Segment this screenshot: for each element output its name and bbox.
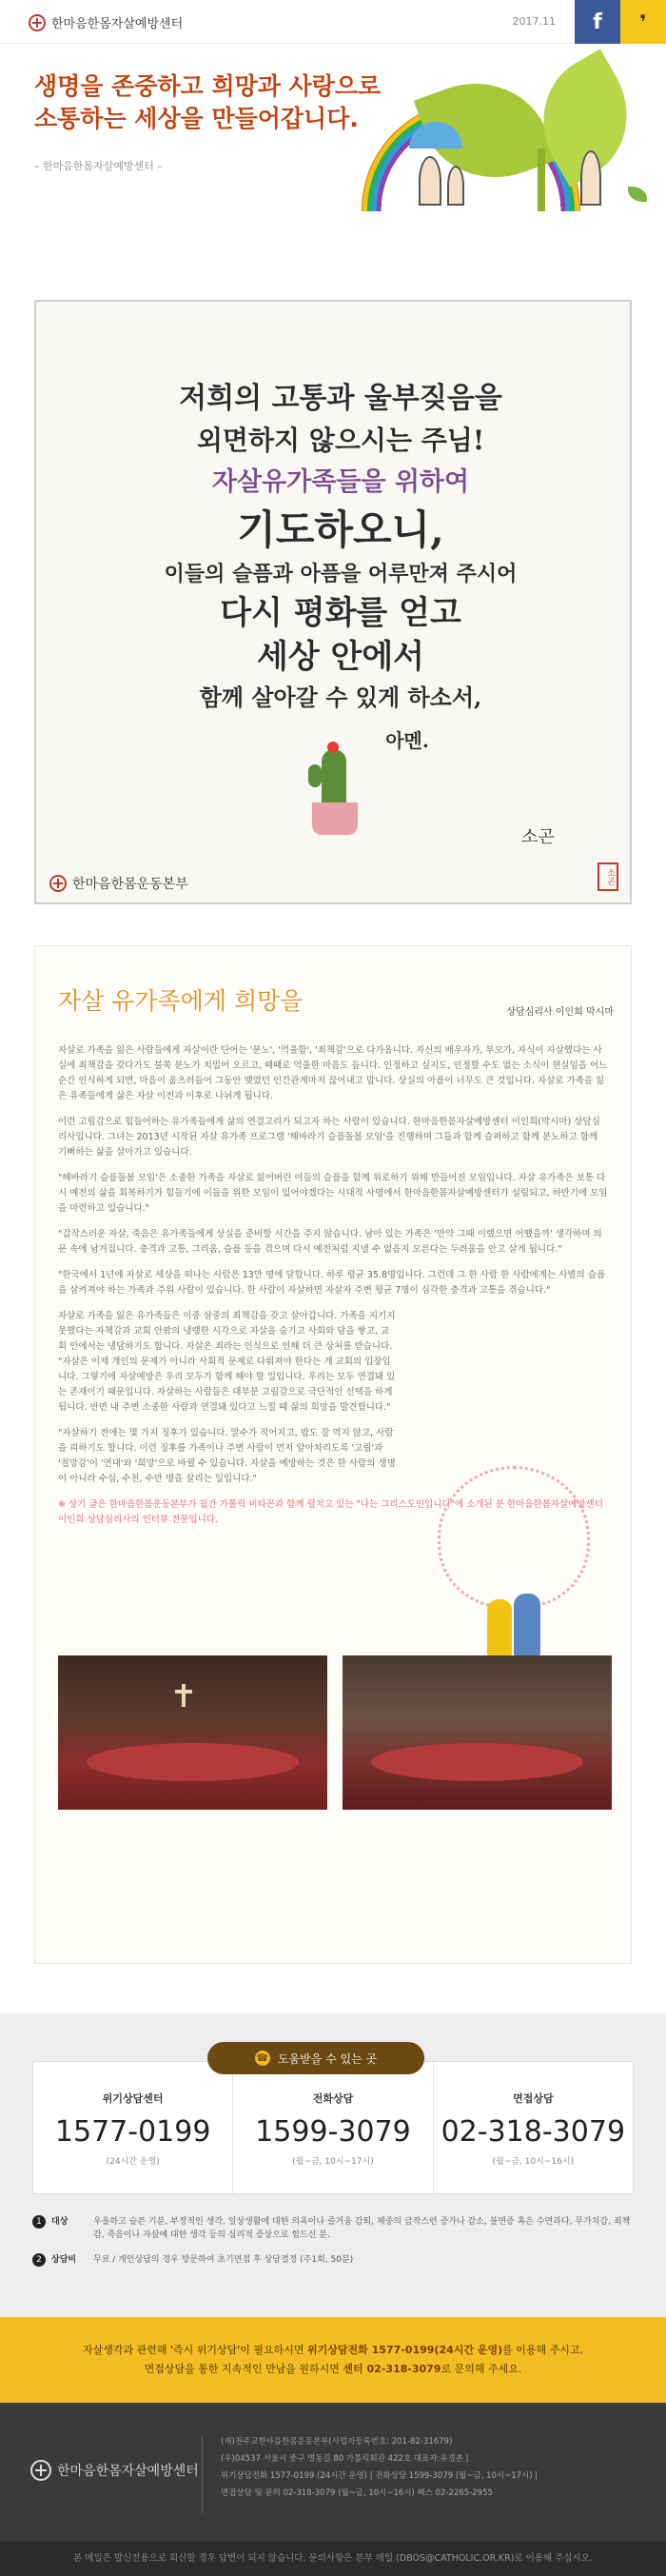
calligraphy-line: 외면하지 않으시는 주님! <box>196 425 485 456</box>
hero-banner <box>0 44 666 211</box>
banner-line <box>0 2341 666 2360</box>
banner-text: 면접상담을 통한 지속적인 만남을 원하시면 <box>144 2363 343 2375</box>
calligraphy-line: 저희의 고통과 울부짖음을 <box>179 382 502 415</box>
banner-highlight[interactable]: 위기상담전화 1577-0199(24시간 운영) <box>307 2344 503 2356</box>
article-author: 상담심리사 이인희 막시마 <box>506 1007 614 1018</box>
contact-box-interview[interactable] <box>434 2062 633 2193</box>
calligraphy-text <box>141 378 540 764</box>
top-bar <box>0 0 666 44</box>
cross-circle-icon <box>30 2460 51 2481</box>
counseling-room-photos <box>58 1655 612 1810</box>
crisis-banner <box>0 2317 666 2403</box>
banner-text: 자살생각과 관련해 '즉시 위기상담'이 필요하시면 <box>82 2344 308 2356</box>
footer-info-line: 면접상담 및 문의 02-318-3079 (월~금, 10시~16시) 팩스 02-2265-2955 <box>221 2488 493 2498</box>
cactus-illustration <box>308 764 322 787</box>
help-details <box>32 2215 634 2278</box>
contact-number[interactable]: 02-318-3079 <box>441 2115 626 2149</box>
child-illustration <box>447 166 464 206</box>
footer-info-line: (재)천주교한마음한몸운동본부(사업자등록번호: 201-82-31679) <box>221 2437 453 2447</box>
article-paragraph: "갑작스러운 자살, 죽음은 유가족들에게 상실을 준비할 시간을 주지 않습니다. 남아 있는 가족은 '만약 그때 이랬으면 어땠을까' 생각하며 의문 속에 남겨집니다. 충격과 고통, 그리움, 슬픔 등을 겪으며 다시 예전처럼 지낼 수 없음지 모른다는 두려움을 안고 살게 됩니다." <box>58 1229 602 1255</box>
movement-logo-text: 한마음한몸운동본부 <box>72 877 188 892</box>
heart-wreath-illustration <box>438 1466 590 1609</box>
contact-title: 면접상담 <box>513 2092 554 2105</box>
article <box>34 945 632 1964</box>
number-badge: 1 <box>32 2215 46 2229</box>
article-paragraph: 이런 고립감으로 힘들어하는 유가족들에게 삶의 연결고리가 되고자 하는 사람이 있습니다. 한마음한몸자살예방센터 이인희(막시마) 상담심리사입니다. 그녀는 2013년 시작된 자살 유가족 프로그램 '해바라기 슬픔돌봄 모임'을 진행하며 그들과 함께 슬퍼하고 함께 분노하고 함께 기뻐하는 삶을 살아가고 있습니다. <box>58 1117 600 1158</box>
kakaostory-share-button[interactable] <box>620 0 666 44</box>
contact-hours: (24시간 운영) <box>106 2157 160 2167</box>
person-illustration <box>487 1599 512 1656</box>
table-illustration <box>371 1743 583 1781</box>
hero-title-line: 생명을 존중하고 희망과 사랑으로 <box>34 72 382 100</box>
footer-logo-text: 한마음한몸자살예방센터 <box>57 2464 199 2479</box>
article-paragraph: "한국에서 1년에 자살로 세상을 떠나는 사람은 13만 명에 달합니다. 하루 평균 35.8명입니다. 그런데 그 한 사람 한 사람에게는 사별의 슬픔을 삼켜져야 하는 가족과 주위 사람이 있습니다. 한 사람이 자살하면 자살자 주변 평균 7명이 심각한 충격과 고통을 겪습니다." <box>58 1270 606 1296</box>
footer-disclaimer: 본 메일은 발신전용으로 회신할 경우 답변이 되지 않습니다. 문의사항은 본부 메일 (DBOS@CATHOLIC.OR.KR)로 이용해 주십시오. <box>0 2542 666 2576</box>
help-detail-row <box>32 2215 634 2242</box>
help-detail-text: 무료 / 개인상담의 경우 방문하여 초기면접 후 상담결정 (주1회, 50분) <box>93 2255 354 2265</box>
issue-date: 2017.11 <box>512 15 556 28</box>
center-logo[interactable] <box>29 13 183 31</box>
contact-title: 위기상담센터 <box>102 2092 164 2105</box>
flowerpot-illustration <box>312 803 358 835</box>
banner-line <box>0 2360 666 2379</box>
cross-icon <box>182 1684 186 1707</box>
article-paragraph: "자살하기 전에는 몇 가지 징후가 있습니다. 말수가 적어지고, 밥도 잘 먹지 않고, 사람을 피하기도 합니다. 이런 징후를 가족이나 주변 사람이 먼저 알아차리도록 '고립'과 '절망감'이 '연대'와 '희망'으로 바뀔 수 있습니다. 자살을 예방하는 것은 한 사람의 생명이 아니라 수십, 수천, 수만 명을 살리는 일입니다." <box>58 1428 396 1484</box>
cactus-illustration <box>322 749 346 806</box>
contact-hours: (월~금, 10시~17시) <box>292 2157 374 2167</box>
help-detail-label: 대상 <box>51 2217 69 2227</box>
contact-box-phone[interactable] <box>233 2062 433 2193</box>
help-heading-pill <box>207 2042 424 2074</box>
artist-signature: 소곤 <box>521 827 555 847</box>
banner-text: 를 이용해 주시고, <box>502 2344 583 2356</box>
banner-text: 로 문의해 주세요. <box>441 2363 522 2375</box>
footer-divider <box>202 2437 203 2513</box>
cross-circle-icon <box>29 14 46 31</box>
contact-hours: (월~금, 10시~16시) <box>492 2157 575 2167</box>
help-heading: 도움받을 수 있는 곳 <box>277 2051 378 2066</box>
footer <box>0 2403 666 2542</box>
article-paragraph: "해바라기 슬픔돌봄 모임'은 소중한 가족을 자살로 잃어버린 이들의 슬픔을 함께 위로하기 위해 만들어진 모임입니다. 자살 유가족은 보통 다시 예전의 삶을 회복하기가 힘들기에 이들을 위한 모임이 있어야겠다는 시대적 사명에서 한마음한몸자살예방센터가 설립되고, 하반기에 모임을 마련하고 있습니다." <box>58 1173 608 1214</box>
contact-box-crisis[interactable] <box>33 2062 233 2193</box>
counseling-room-photo <box>58 1655 327 1810</box>
footer-info-line: (우)04537 서울시 중구 명동길 80 가톨릭회관 422호 대표자:유경촌 | <box>221 2454 469 2464</box>
help-section <box>0 2013 666 2317</box>
person-illustration <box>580 150 601 206</box>
calligraphy-line: 이들의 슬픔과 아픔을 어루만져 주시어 <box>164 562 518 586</box>
hero-subtitle: – 한마음한몸자살예방센터 – <box>34 160 163 172</box>
stem-illustration <box>538 149 545 211</box>
footer-info-line: 위기상담전화 1577-0199 (24시간 운영) | 전화상담 1599-3079 (월~금, 10시~17시) | <box>221 2471 539 2481</box>
article-source-note: ※ 상기 글은 한마음한몸운동본부가 월간 가톨릭 비타꼰과 함께 펼치고 있는 "나는 그리스도인입니다"에 소개된 분 한마음한몸자살예방센터 이인희 상담심리사의 인터뷰 전문입니다. <box>58 1499 603 1525</box>
help-detail-label: 상담비 <box>51 2255 77 2265</box>
footer-logo[interactable] <box>30 2460 199 2481</box>
footer-info <box>221 2433 538 2502</box>
help-detail-text: 우울하고 슬픈 기분, 부정적인 생각, 일상생활에 대한 의욕이나 즐거움 감퇴, 체중의 급작스런 증가나 감소, 불면증 혹은 수면과다, 무가치감, 죄책감, 죽음이나 자살에 대한 생각 등의 심리적 증상으로 힘드신 분. <box>93 2217 631 2240</box>
calligraphy-line: 아멘. <box>385 729 429 752</box>
cross-circle-icon <box>49 875 67 892</box>
calligraphy-line: 세상 안에서 <box>256 638 425 676</box>
article-title: 자살 유가족에게 희망을 <box>58 987 304 1015</box>
facebook-share-button[interactable] <box>575 0 620 44</box>
calligraphy-prayer-card <box>34 300 632 904</box>
help-contact-boxes <box>32 2061 634 2194</box>
number-badge: 2 <box>32 2253 46 2267</box>
calligraphy-line: 기도하오니, <box>237 506 444 553</box>
hero-title-line: 소통하는 세상을 만들어갑니다. <box>34 105 359 132</box>
phone-icon: ☎ <box>255 2051 270 2066</box>
help-detail-row <box>32 2253 634 2267</box>
calligraphy-line: 자살유가족들을 위하여 <box>211 467 470 497</box>
calligraphy-line: 함께 살아갈 수 있게 하소서, <box>199 684 482 711</box>
logo-text: 한마음한몸자살예방센터 <box>51 17 184 31</box>
person-illustration <box>419 156 441 206</box>
kakaostory-icon: ❜ <box>639 10 647 33</box>
contact-number[interactable]: 1599-3079 <box>255 2115 411 2149</box>
article-paragraph: 자살로 가족을 잃은 사람들에게 자살이란 단어는 '분노', '억울함', '죄책감'으로 다가옵니다. 자신의 배우자가, 부모가, 자식이 자살했다는 사실에 죄책감을 갖다가도 불쑥 분노가 치밀어 오르고, 때때로 억울한 마음도 듭니다. 인정하고 싶지도, 인정할 수도 없는 소식이 현실임을 어느 순간 인식하게 되면, 마음이 움츠러들어 그동안 맺었던 인간관계마저 끊어내고 맙니다. 상실의 아픔이 너무도 큰 것입니다. 자살로 가족을 잃은 유족들에게 삶은 자살 이전과 이후로 나뉘게 됩니다. <box>58 1045 608 1101</box>
article-paragraph: 자살로 가족을 잃은 유가족들은 이중 삼중의 죄책감을 갖고 살아갑니다. 가족을 지키지 못했다는 자책감과 교회 안팎의 냉랭한 시각으로 자살을 숨기고 사회와 담을 쌓고, 교회 안에서는 냉담하기도 합니다. 자살은 죄라는 인식으로 인해 더 큰 상처를 받습니다. "자살은 이제 개인의 문제가 아니라 사회적 문제로 다뤄져야 한다는 게 교회의 입장입니다. 그렇기에 자살예방은 우리 모두가 함께 해야 할 일입니다. 우리는 모두 연결돼 있는 존재이기 때문입니다. 자살하는 사람들은 대부분 고립감으로 극단적인 선택을 하게 됩니다. 반면 내 주변 소중한 사람과 연결돼 있다고 느낄 때 삶의 희망을 발견합니다." <box>58 1311 396 1413</box>
calligraphy-line: 다시 평화를 얻고 <box>220 594 461 632</box>
contact-title: 전화상담 <box>312 2092 354 2105</box>
counseling-room-photo <box>343 1655 612 1810</box>
artist-seal: 소곤 <box>597 862 618 891</box>
person-illustration <box>514 1594 540 1656</box>
banner-highlight[interactable]: 센터 02-318-3079 <box>343 2363 441 2375</box>
table-illustration <box>87 1743 299 1781</box>
contact-number[interactable]: 1577-0199 <box>54 2115 211 2149</box>
sprout-illustration <box>628 187 647 202</box>
flower-illustration <box>327 742 339 753</box>
hero-title <box>34 70 381 135</box>
facebook-icon: f <box>593 10 602 34</box>
movement-logo <box>49 874 188 893</box>
